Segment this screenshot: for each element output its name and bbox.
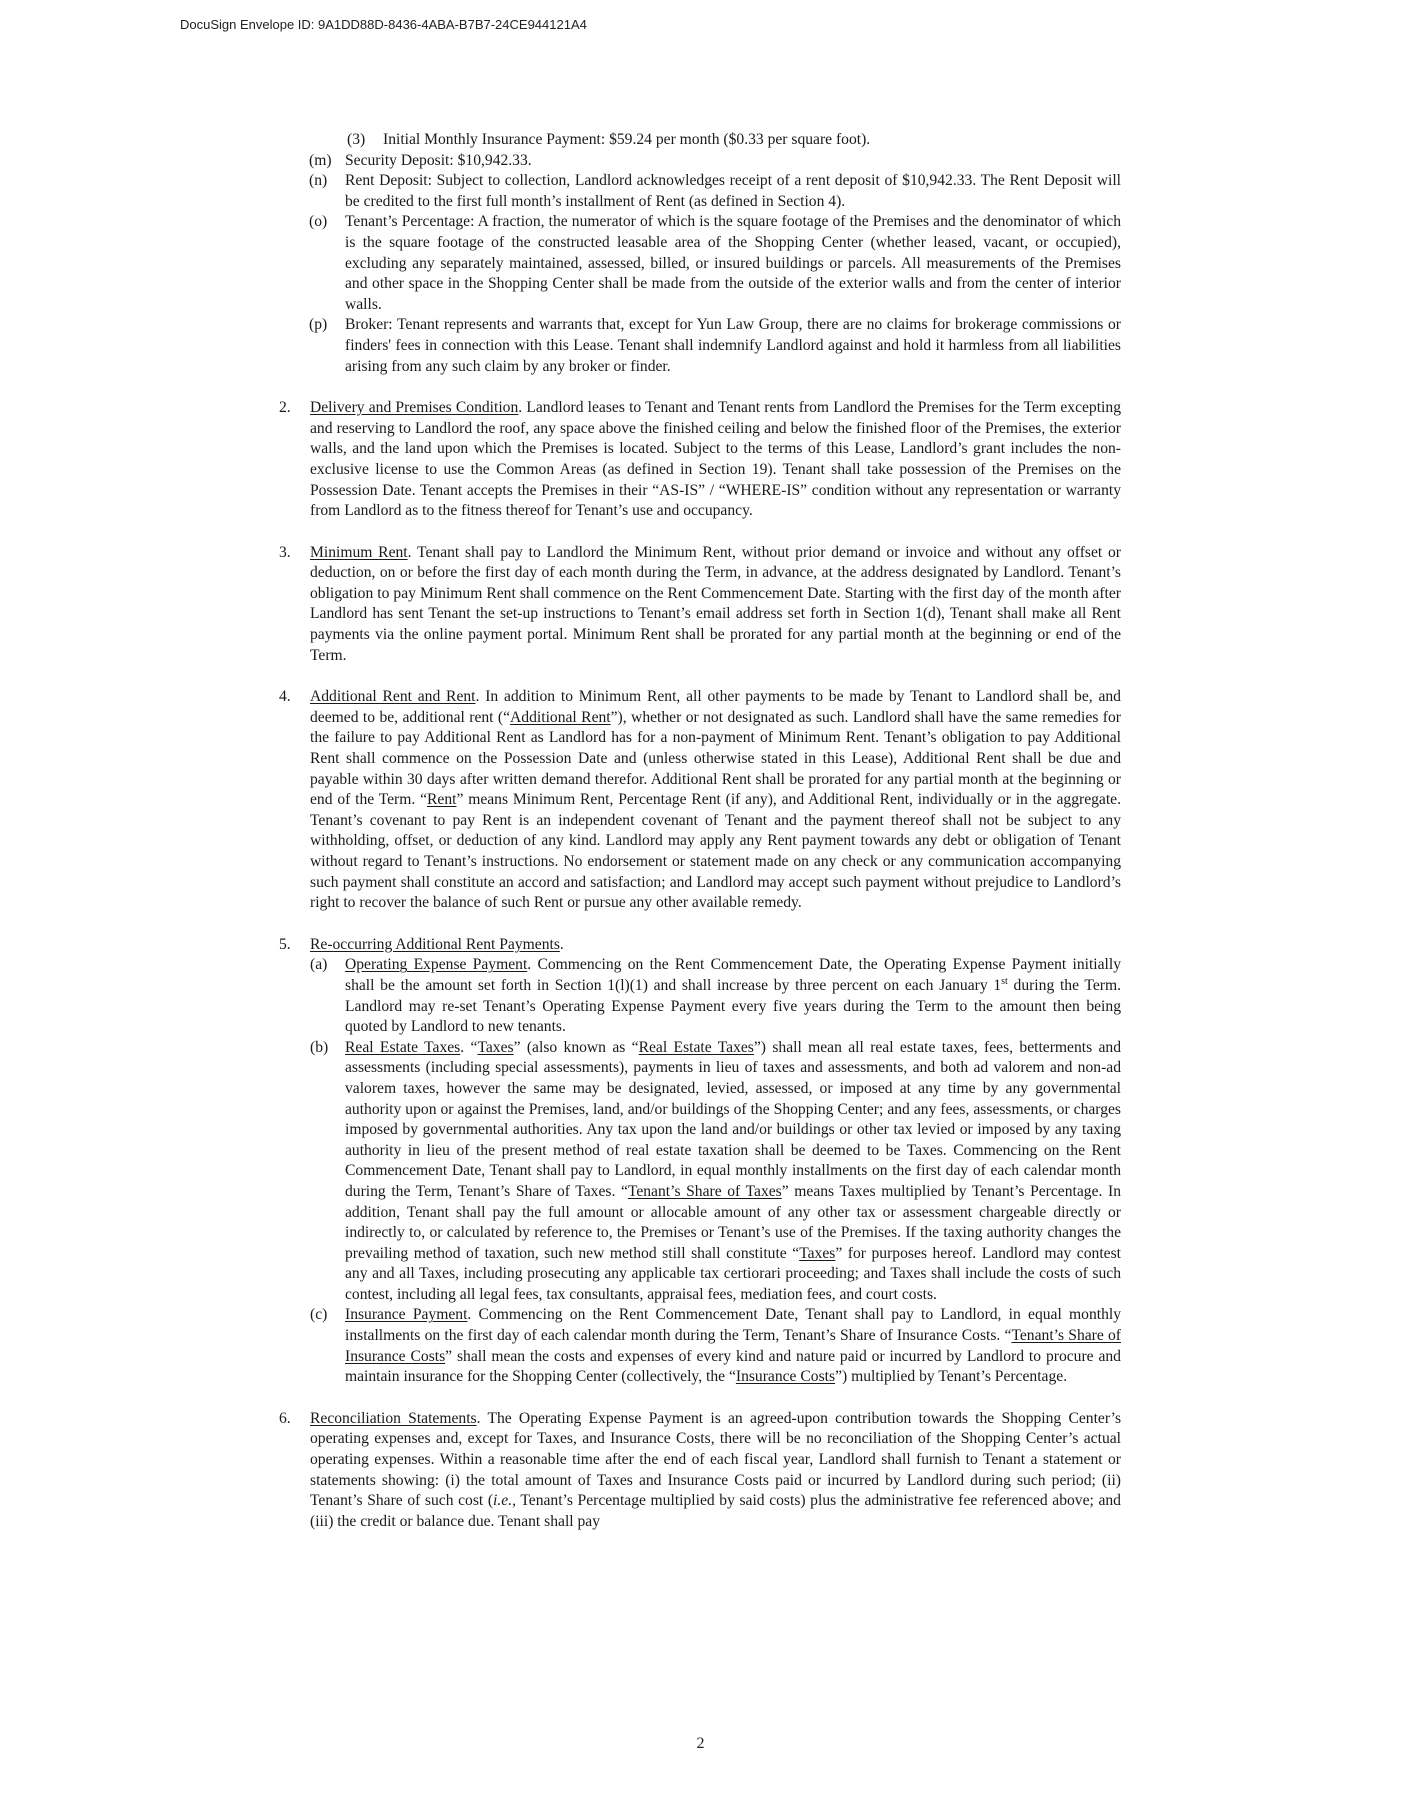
section-body: , Tenant’s Percentage multiplied by said costs) plus the administrative fee referenced above; and (iii) the credit or balance due. Tenant shall pay [310,1492,1121,1530]
clause-title: Operating Expense Payment [345,956,528,974]
section-number: 6. [279,1409,291,1427]
clause-body: ” (also known as “ [513,1038,639,1056]
defined-term: Additional Rent [510,708,611,726]
clause-5a [310,955,1121,1037]
clause-text: Broker: Tenant represents and warrants that, except for Yun Law Group, there are no claims for brokerage commissions or finders' fees in connection with this Lease. Tenant shall indemnify Landlord against and hold it harmless from all liabilities arising from any such claim by any broker or finder. [345,316,1121,375]
section-body: . Tenant shall pay to Landlord the Minimum Rent, without prior demand or invoice and without any offset or deduction, on or before the first day of each month during the Term, in advance, at the address designated by Landlord. Tenant’s obligation to pay Minimum Rent shall commence on the Rent Commencement Date. Starting with the first day of the month after Landlord has sent Tenant the set-up instructions to Tenant’s email address set forth in Section 1(d), Tenant shall make all Rent payments via the online payment portal. Minimum Rent shall be prorated for any partial month at the beginning or end of the Term. [310,543,1121,664]
clause-body: . “ [460,1038,478,1056]
section-title: Re-occurring Additional Rent Payments [310,935,560,953]
clause-body: during the Term. Landlord may re-set Tenant’s Operating Expense Payment every five years during the Term to the amount then being quoted by Landlord to new tenants. [345,976,1122,1036]
defined-term: Tenant’s Share of Insurance Costs [345,1327,1121,1365]
defined-term: Rent [427,791,457,809]
clause-label: (3) [347,131,366,148]
clause-text: Tenant’s Percentage: A fraction, the numerator of which is the square footage of the Premises and the denominator of which is the square footage of the constructed leasable area of the Shopping Center (whether leased, vacant, or occupied), excluding any separately maintained, assessed, billed, or insured buildings or parcels. All measurements of the Premises and other space in the Shopping Center shall be made from the outside of the exterior walls and from the center of interior walls. [345,213,1121,313]
clause-label: (o) [309,213,328,231]
clause-body: . Commencing on the Rent Commencement Date, Tenant shall pay to Landlord, in equal monthly installments on the first day of each calendar month during the Term, Tenant’s Share of Insurance Costs. “ [345,1306,1121,1345]
section-3 [279,543,1121,667]
clause-m [279,151,1121,172]
clause-body: ”) shall mean all real estate taxes, fees, betterments and assessments (including special assessments), payments in lieu of taxes and assessments, and both ad valorem and non-ad valorem taxes, however the same may be designated, levied, assessed, or imposed at any time by any governmental authority upon or against the Premises, land, and/or buildings of the Shopping Center; and any fees, assessments, or charges imposed by governmental authorities. Any tax upon the land and/or buildings or other tax levied or imposed by any taxing authority in lieu of the present method of real estate taxation shall be deemed to be Taxes. Commencing on the Rent Commencement Date, Tenant shall pay to Landlord, in equal monthly installments on the first day of each calendar month during the Term, Tenant’s Share of Taxes. “ [345,1038,1122,1200]
clause-n [279,171,1121,212]
section-6 [279,1409,1121,1533]
clause-label: (p) [309,316,328,334]
clause-5c [310,1305,1121,1387]
defined-term: Real Estate Taxes [638,1038,754,1056]
clause-text: Initial Monthly Insurance Payment: $59.24 per month ($0.33 per square foot). [383,131,871,148]
page-number: 2 [696,1735,705,1752]
section-title: Delivery and Premises Condition [310,399,519,417]
clause-label: (a) [310,956,328,974]
clause-label: (m) [309,151,332,169]
section-title-period: . [559,935,564,953]
section-4 [279,687,1121,914]
section-body: . In addition to Minimum Rent, all other payments to be made by Tenant to Landlord shall be, and deemed to be, additional rent (“ [310,688,1121,726]
clause-label: (b) [310,1038,329,1056]
section-title: Additional Rent and Rent [310,688,476,706]
clause-body: ”) multiplied by Tenant’s Percentage. [835,1368,1068,1386]
section-body: . Landlord leases to Tenant and Tenant rents from Landlord the Premises for the Term excepting and reserving to Landlord the roof, any space above the finished ceiling and below the finished floor of the Premises, the exterior walls, and the land upon which the Premises is located. Subject to the terms of this Lease, Landlord’s grant includes the non-exclusive license to use the Common Areas (as defined in Section 19). Tenant shall take possession of the Premises on the Possession Date. Tenant accepts the Premises in their “AS-IS” / “WHERE-IS” condition without any representation or warranty from Landlord as to the fitness thereof for Tenant’s use and occupancy. [310,399,1121,520]
clause-body: . Commencing on the Rent Commencement Date, the Operating Expense Payment initially shall be the amount set forth in Section 1(l)(1) and shall increase by three percent on each January 1 [345,956,1122,994]
ordinal-suffix: st [1001,975,1008,987]
section-body: ” means Minimum Rent, Percentage Rent (if any), and Additional Rent, individually or in the aggregate. Tenant’s covenant to pay Rent is an independent covenant of Tenant and the payment thereof shall not be subject to any withholding, offset, or deduction of any kind. Landlord may apply any Rent payment towards any debt or obligation of Tenant without regard to Tenant’s instructions. No endorsement or statement made on any check or any communication accompanying such payment shall constitute an accord and satisfaction; and Landlord may accept such payment without prejudice to Landlord’s right to recover the balance of such Rent or pursue any other available remedy. [310,791,1121,912]
clause-text: Rent Deposit: Subject to collection, Landlord acknowledges receipt of a rent deposit of $10,942.33. The Rent Deposit will be credited to the first full month’s installment of Rent (as defined in Section 4). [345,172,1121,210]
section-title: Minimum Rent [310,543,408,561]
section-number: 4. [279,688,291,706]
defined-term: Insurance Costs [735,1368,836,1386]
section-title: Reconciliation Statements [310,1409,477,1427]
section-number: 5. [279,935,291,953]
clause-body: ” means Taxes multiplied by Tenant’s Percentage. In addition, Tenant shall pay the full amount or allocable amount of any other tax or assessment chargeable directly or indirectly to, or calculated by reference to, the Premises or Tenant’s use of the Premises. If the taxing authority changes the prevailing method of taxation, such new method still shall constitute “ [345,1182,1121,1262]
clause-p [279,315,1121,377]
clause-l-3 [279,130,1121,151]
clause-label: (n) [309,172,328,190]
document-page [279,130,1121,1532]
clause-body: ” for purposes hereof. Landlord may contest any and all Taxes, including prosecuting any applicable tax certiorari proceeding; and Taxes shall include the costs of such contest, including all legal fees, tax consultants, appraisal fees, mediation fees, and court costs. [345,1244,1121,1303]
section-number: 3. [279,543,291,561]
clause-title: Insurance Payment [345,1306,468,1324]
clause-o [279,212,1121,315]
clause-title: Real Estate Taxes [345,1038,461,1056]
section-number: 2. [279,399,291,417]
section-2 [279,398,1121,522]
clause-body: ” shall mean the costs and expenses of every kind and nature paid or incurred by Landlord to procure and maintain insurance for the Shopping Center (collectively, the “ [345,1347,1121,1386]
clause-text: Security Deposit: $10,942.33. [345,151,532,169]
defined-term: Tenant’s Share of Taxes [627,1182,782,1200]
defined-term: Taxes [799,1244,836,1262]
section-5 [279,935,1121,1388]
clause-label: (c) [310,1306,328,1324]
docusign-envelope-id: DocuSign Envelope ID: 9A1DD88D-8436-4ABA-B7B7-24CE944121A4 [180,17,587,32]
italic-abbrev: i.e. [493,1492,513,1510]
section-body: ”), whether or not designated as such. Landlord shall have the same remedies for the failure to pay Additional Rent as Landlord has for a non-payment of Minimum Rent. Tenant’s obligation to pay Additional Rent shall commence on the Possession Date and (unless otherwise stated in this Lease), Additional Rent shall be due and payable within 30 days after written demand therefor. Additional Rent shall be prorated for any partial month at the beginning or end of the Term. “ [310,708,1121,809]
clause-5b [310,1038,1121,1306]
section-body: . The Operating Expense Payment is an agreed-upon contribution towards the Shopping Center’s operating expenses and, except for Taxes, and Insurance Costs, there will be no reconciliation of the Shopping Center’s actual operating expenses. Within a reasonable time after the end of each fiscal year, Landlord shall furnish to Tenant a statement or statements showing: (i) the total amount of Taxes and Insurance Costs paid or incurred by Landlord during such period; (ii) Tenant’s Share of such cost ( [310,1409,1122,1510]
defined-term: Taxes [477,1038,514,1056]
